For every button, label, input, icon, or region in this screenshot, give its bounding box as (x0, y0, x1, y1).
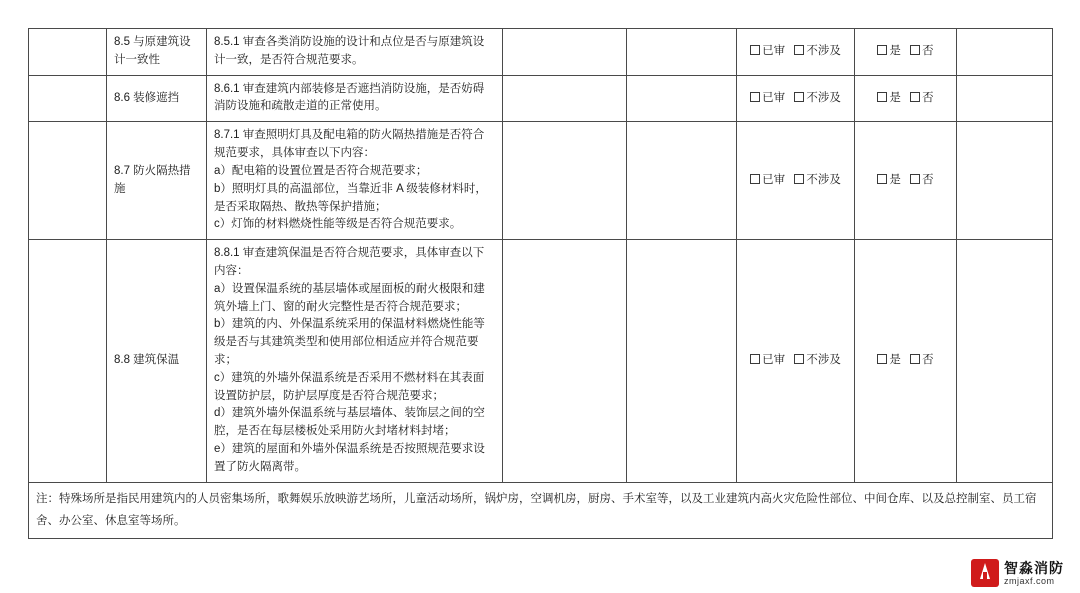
row-item-label: 8.8 建筑保温 (107, 240, 207, 483)
checkbox-icon[interactable] (910, 354, 920, 364)
row-cell-blank-e (627, 122, 737, 240)
checkbox-label: 否 (922, 91, 934, 104)
checkbox-option-reviewed[interactable] (750, 90, 785, 108)
checkbox-label: 不涉及 (806, 173, 841, 186)
checkbox-option-reviewed[interactable] (750, 43, 785, 61)
row-cell-trailing-blank (957, 122, 1053, 240)
flame-logo-icon (971, 559, 999, 587)
checkbox-label: 是 (889, 44, 901, 57)
checkbox-icon[interactable] (750, 92, 760, 102)
checkbox-option-yes[interactable] (877, 172, 901, 190)
content-line: a）配电箱的设置位置是否符合规范要求； (214, 164, 428, 177)
watermark-title: 智淼消防 (1004, 559, 1064, 576)
row-review-checkboxes[interactable] (737, 240, 855, 483)
row-item-label: 8.7 防火隔热措施 (107, 122, 207, 240)
checkbox-option-yes[interactable] (877, 43, 901, 61)
row-content-text (207, 240, 503, 483)
checkbox-option-reviewed[interactable] (750, 352, 785, 370)
row-cell-leading-blank (29, 240, 107, 483)
content-line: b）建筑的内、外保温系统采用的保温材料燃烧性能等级是否与其建筑类型和使用部位相适应并符合规范要求； (214, 318, 485, 366)
checkbox-icon[interactable] (750, 45, 760, 55)
row-cell-trailing-blank (957, 75, 1053, 122)
row-result-checkboxes[interactable] (855, 122, 957, 240)
row-content-text: 8.6.1 审查建筑内部装修是否遮挡消防设施，是否妨碍消防设施和疏散走道的正常使用。 (207, 75, 503, 122)
checkbox-icon[interactable] (910, 174, 920, 184)
row-cell-blank-d (503, 122, 627, 240)
table-note-row (29, 482, 1053, 538)
checkbox-label: 已审 (762, 173, 786, 186)
content-line: c）灯饰的材料燃烧性能等级是否符合规范要求。 (214, 218, 462, 231)
row-cell-blank-d (503, 29, 627, 76)
checkbox-option-yes[interactable] (877, 90, 901, 108)
checkbox-option-yes[interactable] (877, 352, 901, 370)
table-row (29, 240, 1053, 483)
content-line: c）建筑的外墙外保温系统是否采用不燃材料在其表面设置防护层，防护层厚度是否符合规范要求； (214, 371, 485, 402)
row-cell-leading-blank (29, 122, 107, 240)
checkbox-option-reviewed[interactable] (750, 172, 785, 190)
checkbox-option-no[interactable] (910, 172, 934, 190)
note-cell (29, 482, 1053, 538)
table-row (29, 29, 1053, 76)
row-cell-blank-d (503, 240, 627, 483)
row-review-checkboxes[interactable] (737, 122, 855, 240)
checkbox-option-not-applicable[interactable] (794, 352, 841, 370)
checkbox-option-no[interactable] (910, 43, 934, 61)
checkbox-label: 不涉及 (806, 354, 841, 366)
table-row (29, 75, 1053, 122)
row-item-label: 8.6 装修遮挡 (107, 75, 207, 122)
content-line: a）设置保温系统的基层墙体或屋面板的耐火极限和建筑外墙上门、窗的耐火完整性是否符合规范要求； (214, 282, 485, 313)
table-row (29, 122, 1053, 240)
checkbox-option-no[interactable] (910, 352, 934, 370)
checkbox-option-not-applicable[interactable] (794, 172, 841, 190)
row-cell-trailing-blank (957, 240, 1053, 483)
content-line: 8.8.1 审查建筑保温是否符合规范要求，具体审查以下内容： (214, 247, 485, 277)
row-result-checkboxes[interactable] (855, 29, 957, 76)
checkbox-icon[interactable] (910, 92, 920, 102)
checkbox-option-not-applicable[interactable] (794, 43, 841, 61)
row-result-checkboxes[interactable] (855, 75, 957, 122)
checkbox-icon[interactable] (794, 92, 804, 102)
checkbox-label: 否 (922, 173, 934, 186)
row-cell-blank-e (627, 29, 737, 76)
checkbox-icon[interactable] (794, 354, 804, 364)
row-item-label: 8.5 与原建筑设计一致性 (107, 29, 207, 76)
content-line: 8.7.1 审查照明灯具及配电箱的防火隔热措施是否符合规范要求，具体审查以下内容： (214, 129, 485, 160)
checkbox-icon[interactable] (910, 45, 920, 55)
checkbox-label: 是 (889, 91, 901, 104)
checkbox-option-no[interactable] (910, 90, 934, 108)
checkbox-label: 已审 (762, 44, 786, 57)
checkbox-label: 否 (922, 354, 934, 366)
checkbox-icon[interactable] (877, 45, 887, 55)
checkbox-icon[interactable] (750, 354, 760, 364)
row-cell-blank-e (627, 240, 737, 483)
checkbox-label: 不涉及 (806, 44, 841, 57)
checkbox-label: 不涉及 (806, 91, 841, 104)
note-text: 注：特殊场所是指民用建筑内的人员密集场所，歌舞娱乐放映游艺场所，儿童活动场所，锅炉房，空调机房，厨房、手术室等，以及工业建筑内高火灾危险性部位、中间仓库、以及总控制室、员工宿舍、办公室、休息室等场所。 (36, 492, 1037, 528)
row-review-checkboxes[interactable] (737, 29, 855, 76)
row-cell-leading-blank (29, 75, 107, 122)
checkbox-icon[interactable] (794, 174, 804, 184)
row-review-checkboxes[interactable] (737, 75, 855, 122)
checkbox-label: 是 (889, 354, 901, 366)
row-result-checkboxes[interactable] (855, 240, 957, 483)
checkbox-icon[interactable] (794, 45, 804, 55)
checkbox-icon[interactable] (877, 354, 887, 364)
checkbox-label: 已审 (762, 354, 786, 366)
row-cell-blank-e (627, 75, 737, 122)
checkbox-icon[interactable] (877, 174, 887, 184)
content-line: d）建筑外墙外保温系统与基层墙体、装饰层之间的空腔，是否在每层楼板处采用防火封堵材料封堵； (214, 407, 485, 438)
watermark-subtitle: zmjaxf.com (1004, 575, 1055, 586)
row-cell-leading-blank (29, 29, 107, 76)
checkbox-label: 否 (922, 44, 934, 57)
checkbox-label: 是 (889, 173, 901, 186)
row-content-text (207, 122, 503, 240)
row-cell-trailing-blank (957, 29, 1053, 76)
checkbox-icon[interactable] (877, 92, 887, 102)
fire-inspection-checklist-table (28, 28, 1053, 539)
row-cell-blank-d (503, 75, 627, 122)
checkbox-option-not-applicable[interactable] (794, 90, 841, 108)
checkbox-label: 已审 (762, 91, 786, 104)
content-line: b）照明灯具的高温部位，当靠近非 A 级装修材料时，是否采取隔热、散热等保护措施； (214, 182, 487, 213)
content-line: e）建筑的屋面和外墙外保温系统是否按照规范要求设置了防火隔离带。 (214, 443, 485, 473)
checkbox-icon[interactable] (750, 174, 760, 184)
row-content-text: 8.5.1 审查各类消防设施的设计和点位是否与原建筑设计一致，是否符合规范要求。 (207, 29, 503, 76)
watermark-text (1004, 560, 1064, 586)
watermark (971, 559, 1064, 587)
